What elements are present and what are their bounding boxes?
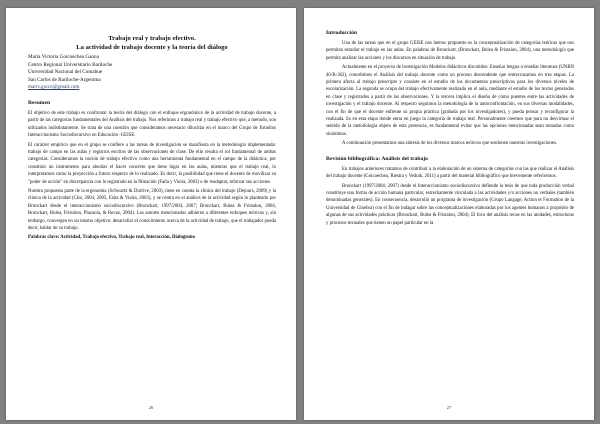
author-email-link[interactable]: mariv.goico@gmail.com (28, 84, 80, 91)
left-page (6, 8, 296, 420)
abstract-paragraph-1: El objetivo de este trabajo es confrontar la teoría del diálogo con el enfoque ergonómico de la actividad de trabajo docente, a partir de las categorías fundamentales del Análisis del trabajo. Nos referimos a trabajo real y trabajo efectivo que, a menudo, son utilizados indistintamente. Se trata de una cuestión que consideramos necesario dilucidar en el marco del Grupo de Estudios Interaccionismo Sociodiscursivo en Educación -GEISE. (28, 110, 276, 139)
author-institution: Centro Regional Universitario Bariloche (28, 61, 113, 68)
right-page (304, 8, 594, 420)
review-paragraph-2: Bronckart (1997/2004; 2007) desde el Interaccionismo sociodiscursivo defiende la tesis de que toda producción verbal constituye una forma de acción humana particular, estrechamente vinculada a las actividades y/o acciones no verbales (también denominadas generales). En consecuencia, desarrolló un programa de investigación (Grupo Langage, Action et Formation de la Universidad de Ginebra) con el fin de indagar sobre las conceptualizaciones elaboradas por los agentes humanos a propósito de algunas de sus actividades prácticas (Bronckart, Bulea & Fristalon, 2004). El foco del análisis recae en las unidades, estructuras y procesos textuales que tienen un papel particular en la (326, 183, 574, 226)
page-number-right: 27 (446, 405, 452, 410)
intro-paragraph-2: Actualmente en el proyecto de investigación Modelos didácticos discutidos: Enseñar lengua o enseñar literatura (UNRN 40-B-362), concebimos el Análisis del trabajo docente como un proceso descendente que entrecruzamos en tres etapas. La primera afecta al trabajo prescripto y consiste en el estudio de los documentos prescriptivos para los diversos niveles de escolarización. La segunda se ocupa del trabajo efectivamente realizado en el aula, mediante el estudio de los textos generados en clase y registrados a partir de las observaciones. Y la tercera implica el diseño de cómo puentes entre las actividades de investigación y el trabajo docente. Al respecto seguimos la metodología de la autoconfrontación, en sus diversas modalidades, con el fin de que el docente enfrente su propia práctica (grabada por los investigadores), y pueda pensar y reconfigurar la realizada. Es en esta etapa donde entra en juego la categoría de trabajo real. Personalmente creemos que para no desvirtuar el sentido de la metodología objeto de esta presencia, es fundamental evitar que las opciones mencionadas sean tomadas como sinónimos. (326, 65, 574, 137)
author-university: Universidad Nacional del Comahue (28, 69, 103, 76)
author-name: María Victoria Goicoechea Gaona (28, 54, 99, 60)
review-heading: Revisión bibliográfica: Análisis del trabajo (326, 155, 428, 162)
introduction-heading: Introducción (326, 30, 357, 36)
abstract-paragraph-2: El carácter empírico que en el grupo se confiere a las tareas de investigación se manifiesta en la metodología implementada: trabajo de campo en las aulas y registros escritos de las observaciones de clase. De ello resulta el rol fundamental de ambas categorías. Consideramos la noción de trabajo efectivo como una herramienta fundamental en el campo de la didáctica, por constituir un instrumento para abordar el hacer concreto que tiene lugar en las aulas, mientras que el trabajo real, lo interpretamos como la proyección a futuro respecto de lo realizado. Es decir, la posibilidad que tiene el docente de movilizar su "poder de acción" en discrepancia con lo registrado en la filmación (Faïta y Vieira, 2003) o de readaptar, reforzar sus acciones. (28, 142, 276, 185)
intro-paragraph-3: A continuación presentamos una síntesis de los diversos marcos teóricos que sostienen nuestras investigaciones. (342, 141, 558, 147)
intro-paragraph-1: Una de las tareas que en el grupo GEISE nos hemos propuesto es la conceptualización de categorías teóricas que nos permitan estudiar el trabajo en las aulas. En palabras de Bronckart, (Bronckart, Bulea & Fristalon, 2004), una metodología que permita analizar las acciones y los discursos en situación de trabajo. (326, 41, 574, 61)
article-title-line1: Trabajo real y trabajo efectivo. (108, 35, 196, 42)
author-block (28, 54, 276, 92)
article-title-line2: La actividad de trabajo docente y la teoría del diálogo (76, 44, 228, 51)
left-page-content (28, 34, 276, 242)
keywords (28, 234, 276, 241)
page-number-left: 26 (148, 405, 154, 410)
right-page-content (326, 30, 574, 229)
author-city: San Carlos de Bariloche-Argentina (28, 76, 101, 83)
abstract-paragraph-3: Nuestra propuesta parte de la ergonomía (Schwartz & Durrive, 2003), tiene en cuenta la clínica del trabajo (Dejours, 2009) y la clínica de la actividad (Clot, 2004, 2005, Faïta & Vieira, 2003), y se centra en el análisis de la actividad según lo planteado por Bronckart desde el interaccionismo sociodiscursivo (Bronckart, 1997/2004, 2007; Bronckart, Bulea & Fristalon, 2004, Bronckart, Bulea, Fristalon, Plazaola, & Revaz, 2004). Los autores mencionados adhieren a diferentes enfoques teóricos y, sin embargo, convergen en un mismo objetivo: desarrollar el conocimiento acerca de la actividad de trabajo, que el trabajador pueda decir, hablar de su trabajo. (28, 189, 276, 232)
keywords-text: Palabras clave: Actividad, Trabajo efectivo, Trabajo real, Interacción, Dialogismo (28, 235, 195, 241)
review-paragraph-1: En trabajos anteriores tratamos de contribuir a la elaboración de un sistema de categorías con las que realizar el Análisis del trabajo docente (Goicoechea, Riestra y Vedrak, 2011) a partir del material bibliográfico que brevemente referiremos. (326, 166, 574, 180)
abstract-heading: Resumen (28, 99, 51, 106)
